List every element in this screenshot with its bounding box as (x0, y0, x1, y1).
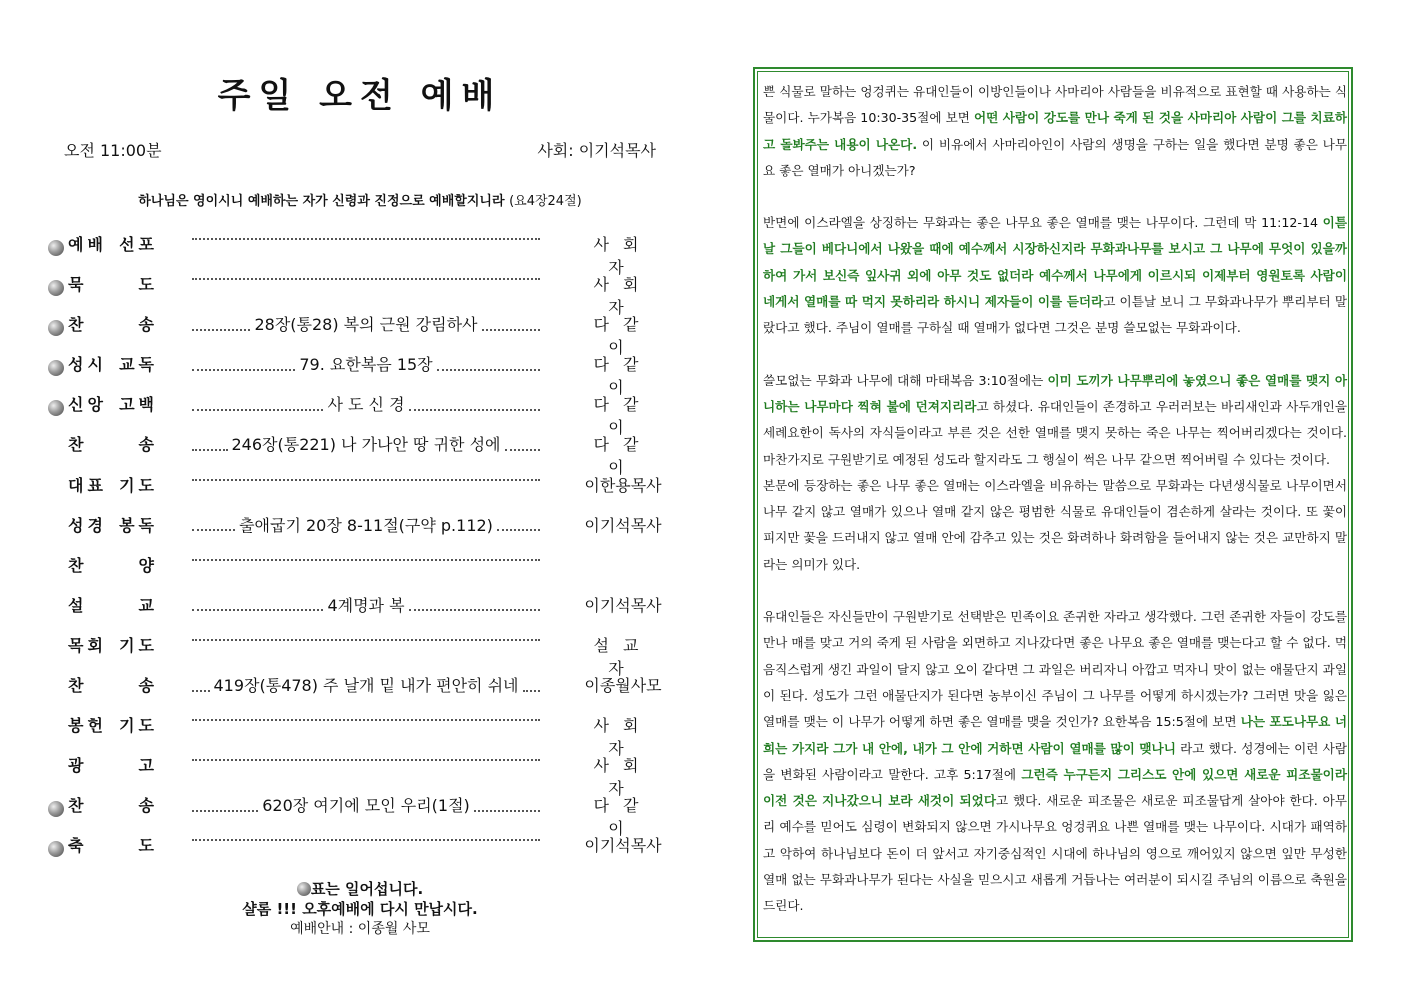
paragraph-gap (763, 342, 1347, 368)
order-item-name-part: 송 (138, 435, 158, 455)
order-row (46, 509, 686, 549)
order-row (46, 709, 686, 759)
leader-dots (192, 559, 540, 561)
order-item-content (188, 633, 544, 635)
order-item-detail: 419장(통478) 주 날개 밑 내가 편안히 쉬네 (213, 676, 519, 696)
leader-dots (192, 369, 295, 371)
order-row (46, 388, 686, 438)
order-item-name (68, 673, 158, 696)
order-item-name (68, 432, 158, 455)
order-item-leader: 사회자 (593, 756, 653, 799)
order-item-content (188, 432, 544, 455)
order-item-name-part: 신앙 (68, 395, 107, 415)
order-item-name-part: 송 (138, 315, 158, 335)
order-item-name-part: 목회 (68, 635, 107, 655)
order-item-content (188, 793, 544, 816)
scripture-quote: 그런즉 누구든지 그리스도 안에 있으면 새로운 피조물이라 이전 것은 지나갔으니 보라 새것이 되었다 (763, 766, 1348, 809)
order-item-content (188, 473, 544, 475)
order-item-name-part: 기도 (119, 716, 158, 736)
left-page (40, 60, 680, 960)
order-item-name-part: 광 (68, 756, 88, 776)
sermon-paragraph (763, 473, 1347, 578)
order-item-name-part: 묵 (68, 275, 88, 295)
order-item-name (68, 473, 158, 496)
bullet-icon (48, 360, 64, 376)
order-item-name (68, 272, 158, 295)
theme-verse (40, 190, 680, 209)
order-item-leader: 다같이 (593, 435, 653, 478)
leader-dots (505, 449, 541, 451)
order-item-name-part: 송 (138, 676, 158, 696)
page-title: 주일 오전 예배 (217, 76, 503, 116)
order-item-content (188, 392, 544, 415)
order-item-name-part: 기도 (119, 635, 158, 655)
order-item-leader: 사회자 (593, 716, 653, 759)
leader-dots (497, 529, 540, 531)
bullet-icon (48, 280, 64, 296)
order-item-name-part: 대표 (68, 475, 107, 495)
bullet-icon (48, 400, 64, 416)
order-item-name (68, 352, 158, 375)
order-item-name-part: 양 (138, 555, 158, 575)
order-item-name (68, 513, 158, 536)
order-row (46, 789, 686, 839)
order-item-name-part: 고백 (119, 395, 158, 415)
order-item-leader: 이종월사모 (584, 676, 662, 696)
order-item-content (188, 673, 544, 696)
order-item-detail: 246장(통221) 나 가나안 땅 귀한 성에 (231, 435, 501, 455)
order-item-detail: 4계명과 복 (327, 595, 405, 615)
order-item-name (68, 713, 158, 736)
order-item-detail: 28장(통28) 복의 근원 강림하사 (254, 315, 478, 335)
order-item-name-part: 축 (68, 836, 88, 856)
sermon-box (753, 67, 1353, 942)
order-item-content (188, 272, 544, 274)
order-item-leader: 사회자 (593, 235, 653, 277)
leader-dots (192, 690, 210, 692)
order-item-detail: 출애굽기 20장 8-11절(구약 p.112) (239, 515, 493, 535)
order-item-name (68, 753, 158, 776)
order-row (46, 348, 686, 398)
order-row (46, 308, 686, 358)
order-item-leader: 이기석목사 (584, 515, 662, 535)
order-item-name-part: 도 (138, 275, 158, 295)
standing-note (40, 878, 680, 899)
order-item-content (188, 513, 544, 536)
order-item-name-part: 찬 (68, 555, 88, 575)
order-item-name (68, 793, 158, 816)
order-item-name-part: 도 (138, 836, 158, 856)
sermon-text-run: 쁜 식물로 말하는 엉겅퀴는 유대인들이 이방인들이나 사마리아 사람들을 비유적으로 표현할 때 사용하는 식물이다. 누가복음 10:30-35절에 보면 (763, 84, 1347, 126)
sermon-paragraph (763, 604, 1347, 920)
order-item-leader: 설교자 (593, 635, 653, 678)
order-row (46, 669, 686, 709)
leader-dots (192, 839, 540, 841)
sermon-text-run: 고 이튿날 보니 그 무화과나무가 뿌리부터 말랐다고 했다. 주님이 열매를 구하실 때 열매가 없다면 그것은 분명 쓸모없는 무화과이다. (763, 294, 1347, 336)
order-item-content (188, 713, 544, 715)
leader-dots (482, 329, 540, 331)
order-item-name-part: 송 (138, 796, 158, 816)
bullet-icon (48, 320, 64, 336)
order-item-name-part: 고 (138, 756, 158, 776)
bullet-icon (48, 801, 64, 817)
order-item-name-part: 찬 (68, 435, 88, 455)
order-item-name-part: 교 (138, 595, 158, 615)
order-row (46, 228, 686, 277)
sermon-paragraph (763, 368, 1347, 473)
scripture-quote: 어떤 사람이 강도를 만나 죽게 된 것을 사마리아 사람이 그를 치료하고 돌봐주는 내용이 나온다. (763, 110, 1347, 152)
sermon-text-run: 반면에 이스라엘을 상징하는 무화과는 좋은 나무요 좋은 열매를 맺는 나무이다. 그런데 막 11:12-14 (763, 215, 1323, 231)
leader-dots (409, 409, 540, 411)
bullet-icon (297, 882, 311, 896)
standing-note-text: 표는 일어섭니다. (310, 880, 424, 898)
order-item-name-part: 선포 (119, 235, 158, 254)
order-item-content (188, 753, 544, 755)
order-item-name-part: 찬 (68, 796, 88, 816)
order-item-detail: 사 도 신 경 (327, 395, 405, 415)
order-item-name-part: 성시 (68, 355, 107, 375)
order-item-content (188, 232, 544, 234)
leader-dots (192, 329, 250, 331)
order-item-content (188, 553, 544, 555)
theme-verse-ref: (요4장24절) (509, 194, 582, 209)
order-item-name-part: 설 (68, 595, 88, 615)
scripture-quote: 나는 포도나무요 너희는 가지라 그가 내 안에, 내가 그 안에 거하면 사람이 열매를 많이 맺나니 (763, 714, 1347, 756)
order-item-name (68, 633, 158, 656)
order-row (46, 749, 686, 799)
order-item-name-part: 봉헌 (68, 716, 107, 736)
leader-dots (192, 639, 540, 641)
order-item-leader: 다같이 (593, 395, 653, 438)
theme-verse-text: 하나님은 영이시니 예배하는 자가 신령과 진정으로 예배할지니라 (138, 194, 505, 209)
leader-dots (523, 690, 541, 692)
order-item-detail: 79. 요한복음 15장 (299, 355, 433, 375)
order-item-leader: 이기석목사 (584, 836, 662, 856)
order-item-name (68, 232, 158, 255)
order-row (46, 629, 686, 678)
paragraph-gap (763, 578, 1347, 604)
order-item-name (68, 553, 158, 576)
order-item-leader: 다같이 (593, 355, 653, 398)
order-item-name-part: 성경 (68, 515, 107, 535)
order-item-detail: 620장 여기에 모인 우리(1절) (262, 796, 470, 816)
order-item-name (68, 312, 158, 335)
leader-dots (192, 449, 228, 451)
sermon-text (763, 79, 1347, 920)
leader-dots (192, 479, 540, 481)
leader-dots (192, 609, 323, 611)
scripture-quote: 이튿날 그들이 베다니에서 나왔을 때에 예수께서 시장하신지라 무화과나무를 보시고 그 나무에 무엇이 있을까 하여 가서 보신즉 잎사귀 외에 아무 것도 없더라 예수께서 나무에게 이르시되 이제부터 영원토록 사람이 네게서 열매를 따 먹지 못하리라 하시니 제자들이 이를 듣더라 (763, 215, 1347, 310)
leader-dots (192, 238, 540, 240)
service-time: 오전 11:00분 (64, 141, 162, 160)
worship-order (46, 228, 686, 870)
bullet-icon (48, 841, 64, 857)
order-row (46, 268, 686, 318)
leader-dots (192, 278, 540, 280)
leader-dots (192, 719, 540, 721)
order-item-name (68, 833, 158, 856)
order-item-content (188, 833, 544, 835)
order-item-name-part: 예배 (68, 235, 107, 254)
leader-dots (192, 810, 258, 812)
order-row (46, 589, 686, 629)
sermon-text-run: 고 했다. 새로운 피조물은 새로운 피조물답게 살아야 한다. 아무리 예수를 믿어도 심령이 변화되지 않으면 가시나무요 엉겅퀴요 나쁜 열매를 맺는 나무이다. 시대가 패역하고 악하여 하나님보다 돈이 더 앞서고 자기중심적인 시대에 하나님의 영으로 깨어있지 않으면 잎만 무성한 열매 없는 무화과나무가 된다는 사실을 믿으시고 새롭게 거듭나는 여러분이 되시길 주님의 이름으로 축원을 드린다. (763, 793, 1347, 914)
order-item-name-part: 찬 (68, 315, 88, 335)
sermon-text-run: 이 비유에서 사마리아인이 사람의 생명을 구하는 일을 했다면 분명 좋은 나무요 좋은 열매가 아니겠는가? (763, 136, 1347, 178)
leader-dots (192, 409, 323, 411)
order-row (46, 469, 686, 509)
order-item-name-part: 찬 (68, 676, 88, 696)
sermon-text-run: 유대인들은 자신들만이 구원받기로 선택받은 민족이요 존귀한 자라고 생각했다. 그런 존귀한 자들이 강도를 만나 매를 맞고 거의 죽게 된 사람을 외면하고 지나갔다면 좋은 나무요 좋은 열매를 맺는다고 할 수 없다. 먹음직스럽게 생긴 과일이 달지 않고 오이 같다면 그 과일은 버리자니 아깝고 먹자니 맛이 없는 애물단지 과일이 된다. 성도가 그런 애물단지가 된다면 농부이신 주님이 그 나무를 어떻게 하시겠는가? 그러면 맛을 잃은 열매를 맺는 이 나무가 어떻게 하면 좋은 열매를 맺을 것인가? 요한복음 15:5절에 보면 (763, 609, 1347, 730)
order-item-name-part: 봉독 (119, 515, 158, 535)
order-item-leader: 이한용목사 (584, 475, 662, 495)
order-item-leader: 이기석목사 (584, 595, 662, 615)
service-guide: 예배안내 : 이종월 사모 (290, 921, 430, 937)
order-item-content (188, 312, 544, 335)
leader-dots (409, 609, 540, 611)
sermon-text-run: 고 하셨다. 유대인들이 존경하고 우러러보는 바리새인과 사두개인을 세례요한이 독사의 자식들이라고 부른 것은 선한 열매를 맺지 못하는 죽은 나무는 찍어버리겠다는 것이다. 마찬가지로 구원받기로 예정된 성도라 할지라도 그 행실이 썩은 나무 같으면 찍어버릴 수 있다는 것이다. (763, 398, 1347, 467)
order-item-name-part: 교독 (119, 355, 158, 375)
order-item-name (68, 593, 158, 616)
sermon-text-run: 본문에 등장하는 좋은 나무 좋은 열매는 이스라엘을 비유하는 말씀으로 무화과는 다년생식물로 나무이면서 나무 같지 않고 열매가 있으나 열매 같지 않은 평범한 식물로 유대인들이 겸손하게 살라는 것이다. 또 꽃이 피지만 꽃을 드러내지 않고 열매 안에 감추고 있는 것은 화려하나 화려함을 들어내지 않는 것은 교만하지 말라는 의미가 있다. (763, 477, 1347, 572)
order-item-leader: 다같이 (593, 796, 653, 839)
sermon-paragraph (763, 79, 1347, 184)
bullet-icon (48, 240, 64, 256)
service-host: 사회: 이기석목사 (537, 141, 656, 160)
order-item-leader: 사회자 (593, 275, 653, 318)
sermon-text-run: 라고 했다. 성경에는 이런 사람을 변화된 사람이라고 말한다. 고후 5:17절에 (763, 740, 1347, 782)
order-row (46, 829, 686, 869)
scripture-quote: 이미 도끼가 나무뿌리에 놓였으니 좋은 열매를 맺지 아니하는 나무마다 찍혀 불에 던져지리라 (763, 372, 1347, 414)
leader-dots (192, 759, 540, 761)
order-item-name (68, 392, 158, 415)
closing-greeting: 샬롬 !!! 오후예배에 다시 만납시다. (242, 900, 478, 918)
sermon-paragraph (763, 210, 1347, 341)
leader-dots (192, 529, 235, 531)
order-row (46, 428, 686, 478)
leader-dots (474, 810, 540, 812)
order-row (46, 549, 686, 589)
order-item-name-part: 기도 (119, 475, 158, 495)
paragraph-gap (763, 184, 1347, 210)
order-item-content (188, 352, 544, 375)
sermon-text-run: 쓸모없는 무화과 나무에 대해 마태복음 3:10절에는 (763, 372, 1048, 388)
order-item-content (188, 593, 544, 616)
leader-dots (437, 369, 540, 371)
order-item-leader: 다같이 (593, 315, 653, 358)
